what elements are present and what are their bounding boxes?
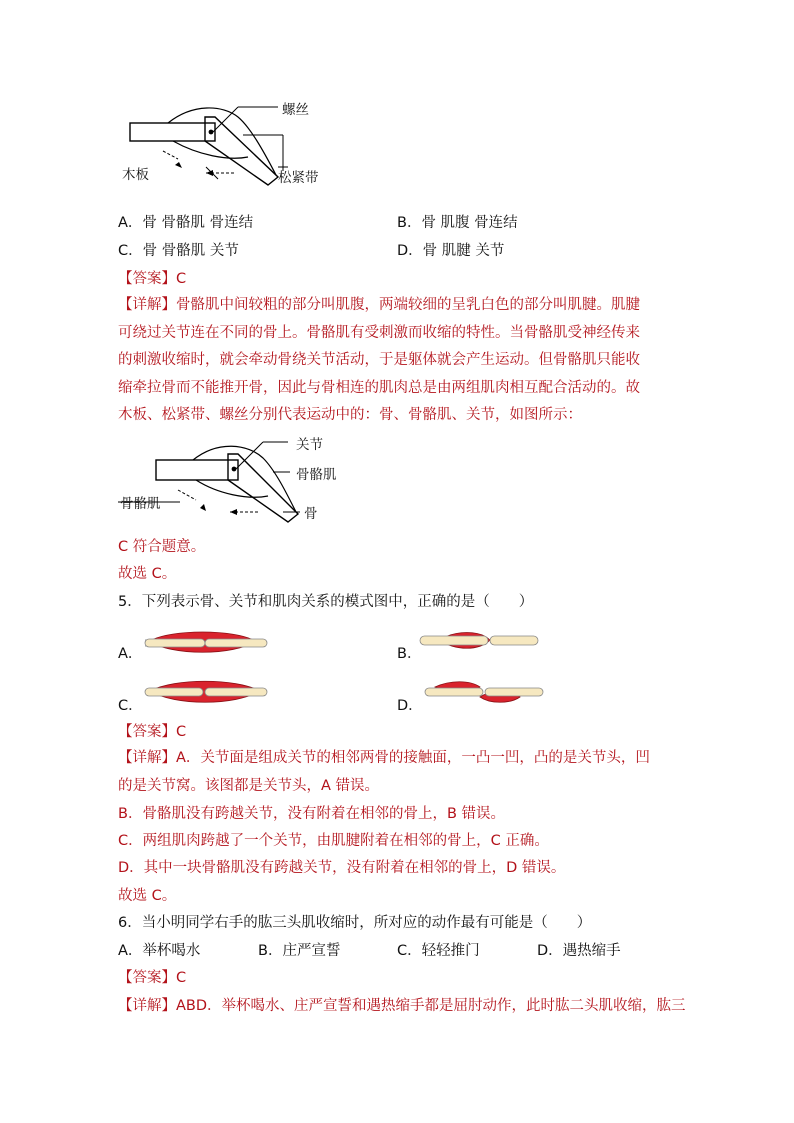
q5-figure-c (145, 676, 270, 710)
q6-option-a: A．举杯喝水 (118, 943, 201, 959)
label-screw: 螺丝 (282, 102, 309, 118)
explain-tag: 【详解】 (118, 750, 176, 766)
q4-option-a: A．骨 骨骼肌 骨连结 (118, 215, 254, 231)
board-right (205, 117, 278, 185)
screw-dot (209, 130, 214, 135)
q4-option-c: C．骨 骨骼肌 关节 (118, 243, 239, 259)
answer-tag: 【答案】 (118, 724, 176, 740)
q4-answer (118, 269, 186, 289)
q5-explanation-b: B．骨骼肌没有跨越关节，没有附着在相邻的骨上，B 错误。 (118, 806, 506, 822)
q5-figure-d (425, 677, 545, 711)
answer-tag: 【答案】 (118, 271, 176, 287)
q5-final: 故选 C。 (118, 888, 177, 904)
answer-value: C (176, 271, 187, 287)
joint-dot (232, 467, 237, 472)
q5-option-a-label: A． (118, 646, 143, 662)
q4-option-d: D．骨 肌腱 关节 (397, 243, 505, 259)
label-muscle-left: 骨骼肌 (120, 496, 161, 512)
q4-option-b: B．骨 肌腹 骨连结 (397, 215, 518, 231)
q4-explanation (118, 292, 653, 430)
q6-option-d: D．遇热缩手 (537, 943, 621, 959)
board-left (130, 123, 215, 141)
q5-question: 5．下列表示骨、关节和肌肉关系的模式图中，正确的是（ ） (118, 594, 534, 610)
q6-explanation (118, 996, 686, 1016)
explain-text: 骨骼肌中间较粗的部分叫肌腹，两端较细的呈乳白色的部分叫肌腱。肌腱可绕过关节连在不同的骨上。骨骼肌有受刺激而收缩的特性。当骨骼肌受神经传来的刺激收缩时，就会牵动骨绕关节活动，于是躯体就会产生运动。但骨骼肌只能收缩牵拉骨而不能推开骨，因此与骨相连的肌肉总是由两组肌肉相互配合活动的。故木板、松紧带、螺丝分别代表运动中的：骨、骨骼肌、关节，如图所示： (118, 297, 640, 423)
q5-option-d-label: D． (397, 698, 423, 714)
q6-answer (118, 968, 186, 988)
q5-answer (118, 722, 186, 742)
answer-value: C (176, 724, 187, 740)
q5-explanation-c: C．两组肌肉跨越了一个关节，由肌腱附着在相邻的骨上，C 正确。 (118, 833, 549, 849)
q5-option-b-label: B． (397, 646, 422, 662)
q6-option-b: B．庄严宣誓 (258, 943, 341, 959)
q5-figure-a (145, 626, 270, 660)
label-muscle-right: 骨骼肌 (296, 467, 337, 483)
q5-option-c-label: C． (118, 698, 143, 714)
answer-value: C (176, 970, 187, 986)
q5-explanation-d: D．其中一块骨骼肌没有跨越关节，没有附着在相邻的骨上，D 错误。 (118, 860, 566, 876)
bone-left (156, 460, 238, 480)
label-strap: 松紧带 (278, 170, 319, 186)
explain-a-text: A．关节面是组成关节的相邻两骨的接触面，一凸一凹，凸的是关节头，凹的是关节窝。该图都是关节头，A 错误。 (118, 750, 650, 794)
q6-question: 6．当小明同学右手的肱三头肌收缩时，所对应的动作最有可能是（ ） (118, 915, 592, 931)
explain-tag: 【详解】 (118, 297, 176, 313)
explain-text: ABD．举杯喝水、庄严宣誓和遇热缩手都是屈肘动作，此时肱二头肌收缩，肱三 (176, 998, 686, 1014)
label-bone: 骨 (304, 506, 318, 522)
q5-explanation-a (118, 745, 653, 800)
strap-lower (173, 141, 248, 158)
q4-conclusion: C 符合题意。 (118, 539, 206, 555)
q4-final: 故选 C。 (118, 566, 177, 582)
q5-figure-b (420, 625, 540, 659)
label-joint: 关节 (296, 437, 323, 453)
answer-tag: 【答案】 (118, 970, 176, 986)
explain-tag: 【详解】 (118, 998, 176, 1014)
q6-option-c: C．轻轻推门 (397, 943, 480, 959)
label-board: 木板 (122, 167, 149, 183)
